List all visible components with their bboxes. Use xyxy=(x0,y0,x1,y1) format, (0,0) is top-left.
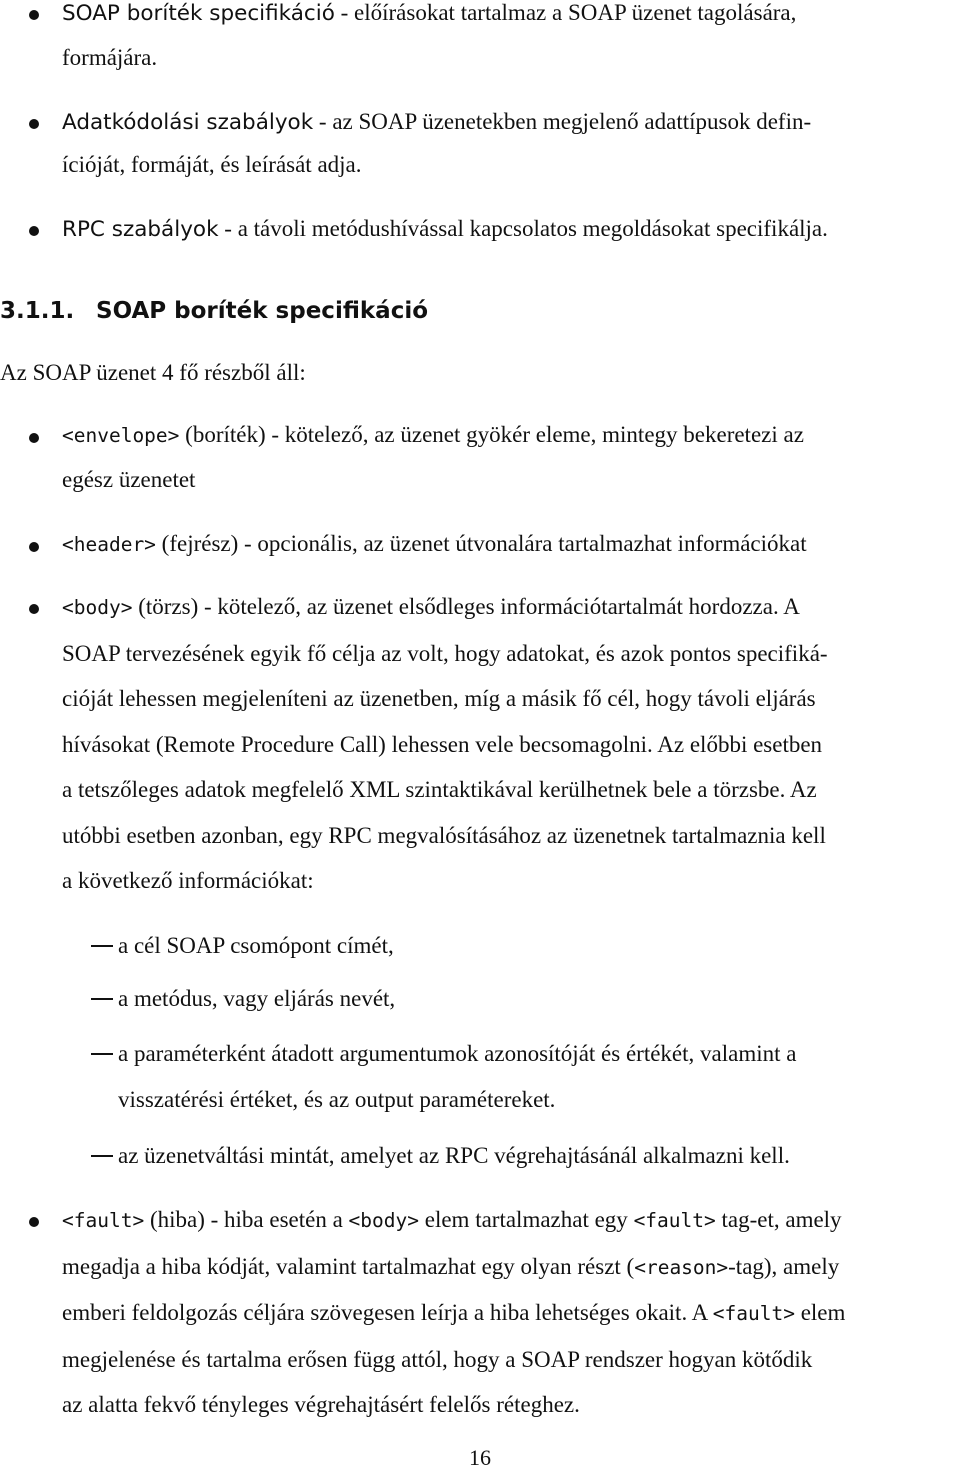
section-number: 3.1.1. xyxy=(0,298,75,324)
list-item-continuation: egész üzenetet xyxy=(62,467,196,492)
sublist-item: a paraméterként átadott argumentumok azonosítóját és értékét, valamint a xyxy=(118,1041,797,1066)
list-item-body: <body> (törzs) - kötelező, az üzenet elsődleges információtartalmát hordozza. A SOAP tervezésének egyik fő célja az volt, hogy adatokat, és azok pontos specifiká- cióját lehessen megjeleníteni az üzenetben, míg a másik fő cél, hogy távoli eljárás hívásokat (Remote Procedure Call) lehessen vele becsomagolni. Az előbbi esetben a tetszőleges adatok megfelelő XML szintaktikával kerülhetnek bele a törzsbe. Az utóbbi esetben azonban, egy RPC megvalósításához az üzenetnek tartalmaznia kell a következő információkat: xyxy=(62,584,958,904)
intro-paragraph: Az SOAP üzenet 4 fő részből áll: xyxy=(0,360,306,385)
list-item: SOAP boríték specifikáció - előírásokat tartalmaz a SOAP üzenet tagolására, xyxy=(62,0,797,26)
body-line: cióját lehessen megjeleníteni az üzenetben, míg a másik fő cél, hogy távoli eljárás xyxy=(62,686,816,711)
list-term: Adatkódolási szabályok xyxy=(62,110,314,135)
list-item: <envelope> (boríték) - kötelező, az üzenet gyökér eleme, mintegy bekeretezi az xyxy=(62,422,804,447)
list-item: RPC szabályok - a távoli metódushívással kapcsolatos megoldásokat specifikálja. xyxy=(62,216,828,242)
dash-icon xyxy=(91,998,113,1000)
body-line: a tetszőleges adatok megfelelő XML szintaktikával kerülhetnek bele a törzsbe. Az xyxy=(62,777,817,802)
code-tag: <fault> xyxy=(633,1209,716,1232)
list-term: RPC szabályok xyxy=(62,217,219,242)
section-title: SOAP boríték specifikáció xyxy=(96,298,429,324)
code-tag: <fault> xyxy=(62,1209,145,1232)
list-term: SOAP boríték specifikáció xyxy=(62,1,335,26)
sublist-item: az üzenetváltási mintát, amelyet az RPC végrehajtásánál alkalmazni kell. xyxy=(118,1143,790,1168)
dash-icon xyxy=(91,1155,113,1157)
code-tag: <fault> xyxy=(712,1302,795,1325)
bullet-icon xyxy=(29,226,39,236)
body-line: a következő információkat: xyxy=(62,868,314,893)
dash-icon xyxy=(91,1053,113,1055)
bullet-icon xyxy=(29,542,39,552)
bullet-icon xyxy=(29,1217,39,1227)
list-item: Adatkódolási szabályok - az SOAP üzenetekben megjelenő adattípusok defin- xyxy=(62,109,812,135)
bullet-icon xyxy=(29,119,39,129)
sublist-item: a cél SOAP csomópont címét, xyxy=(118,933,394,958)
bullet-icon xyxy=(29,10,39,20)
code-tag: <envelope> xyxy=(62,424,180,447)
body-line: hívásokat (Remote Procedure Call) lehessen vele becsomagolni. Az előbbi esetben xyxy=(62,731,823,757)
list-item-continuation: formájára. xyxy=(62,45,158,70)
sublist-item: a metódus, vagy eljárás nevét, xyxy=(118,986,396,1011)
list-item-continuation: ícióját, formáját, és leírását adja. xyxy=(62,152,362,177)
code-tag: <body> xyxy=(62,596,133,619)
code-tag: <body> xyxy=(348,1209,419,1232)
list-item-fault: <fault> (hiba) - hiba esetén a <body> elem tartalmazhat egy <fault> tag-et, amely megadja a hiba kódját, valamint tartalmazhat egy olyan részt (<reason>-tag), amely emberi feldolgozás céljára szövegesen leírja a hiba lehetséges okait. A <fault> elem megjelenése és tartalma erősen függ attól, hogy a SOAP rendszer hogyan kötődik az alatta fekvő tényleges végrehajtásért felelős réteghez. xyxy=(62,1207,846,1417)
page-number: 16 xyxy=(469,1445,491,1470)
body-line: SOAP tervezésének egyik fő célja az volt, hogy adatokat, és azok pontos specifiká- xyxy=(62,640,828,666)
section-heading xyxy=(0,289,960,333)
sublist-item-continuation: visszatérési értéket, és az output paramétereket. xyxy=(118,1087,556,1112)
body-line: utóbbi esetben azonban, egy RPC megvalósításához az üzenetnek tartalmaznia kell xyxy=(62,822,826,848)
dash-icon xyxy=(91,945,113,947)
code-tag: <header> xyxy=(62,533,156,556)
bullet-icon xyxy=(29,604,39,614)
code-tag: <reason> xyxy=(634,1255,729,1279)
list-item: <header> (fejrész) - opcionális, az üzenet útvonalára tartalmazhat információkat xyxy=(62,531,807,556)
bullet-icon xyxy=(29,433,39,443)
